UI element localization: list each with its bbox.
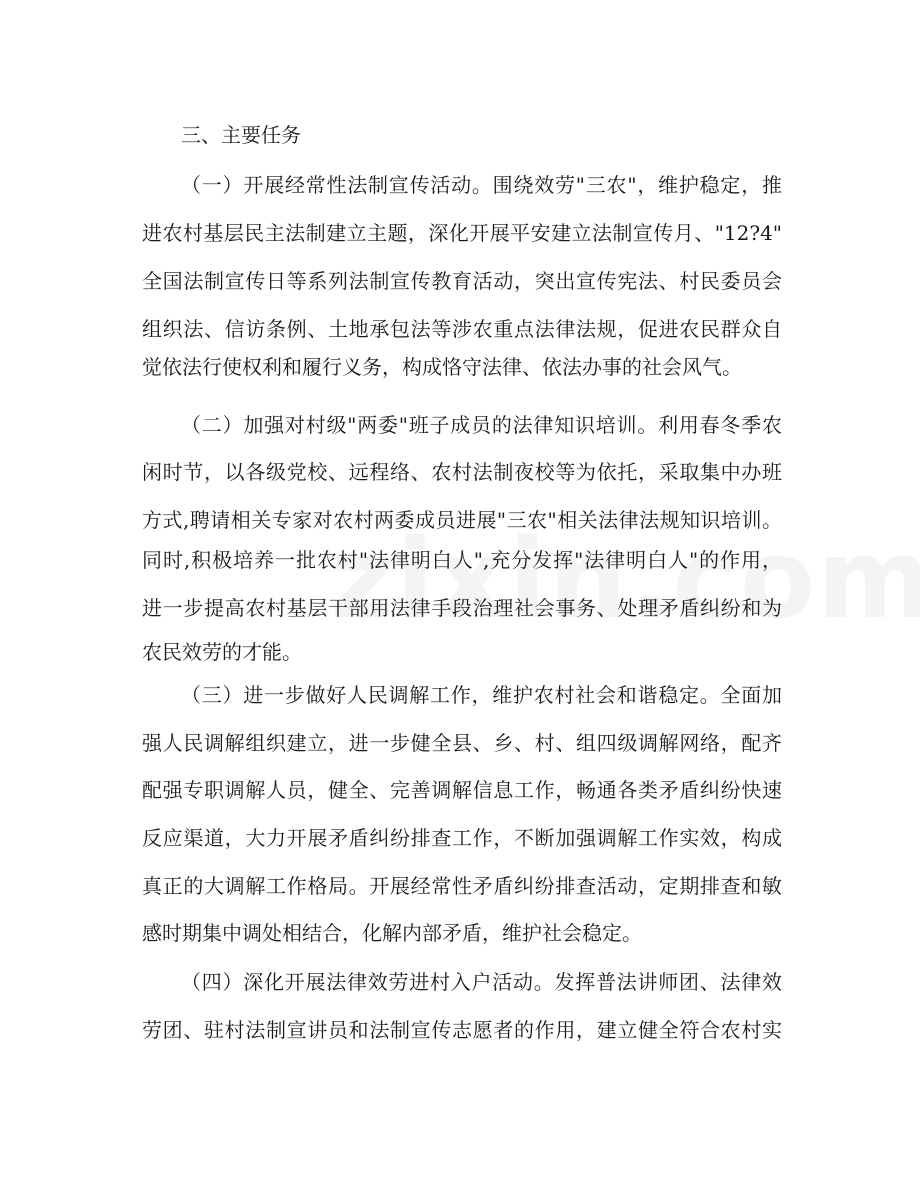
paragraph-line: 同时,积极培养一批农村"法律明白人",充分发挥"法律明白人"的作用，	[142, 548, 782, 572]
paragraph-line: 方式,聘请相关专家对农村两委成员进展"三农"相关法律法规知识培训。	[142, 508, 782, 532]
paragraph-line: 真正的大调解工作格局。开展经常性矛盾纠纷排查活动，定期排查和敏	[142, 874, 782, 898]
paragraph-line: （四）深化开展法律效劳进村入户活动。发挥普法讲师团、法律效	[181, 970, 782, 994]
paragraph-line: 觉依法行使权利和履行义务，构成恪守法律、依法办事的社会风气。	[142, 355, 742, 379]
paragraph-line: 感时期集中调处相结合，化解内部矛盾，维护社会稳定。	[142, 921, 642, 945]
paragraph-line: （一）开展经常性法制宣传活动。围绕效劳"三农"，维护稳定，推	[181, 173, 782, 197]
paragraph-line: 进农村基层民主法制建立主题，深化开展平安建立法制宣传月、"12?4"	[142, 221, 782, 245]
paragraph-line: 全国法制宣传日等系列法制宣传教育活动，突出宣传宪法、村民委员会	[142, 269, 782, 293]
watermark-text	[330, 515, 920, 643]
paragraph-line: （三）进一步做好人民调解工作，维护农村社会和谐稳定。全面加	[181, 683, 782, 707]
paragraph-line: 劳团、驻村法制宣讲员和法制宣传志愿者的作用，建立健全符合农村实	[142, 1018, 782, 1042]
paragraph-line: （二）加强对村级"两委"班子成员的法律知识培训。利用春冬季农	[181, 413, 782, 437]
paragraph-line: 农民效劳的才能。	[142, 640, 302, 664]
section-heading: 三、主要任务	[181, 123, 301, 147]
paragraph-line: 进一步提高农村基层干部用法律手段治理社会事务、处理矛盾纠纷和为	[142, 596, 782, 620]
paragraph-line: 闲时节，以各级党校、远程络、农村法制夜校等为依托，采取集中办班	[142, 460, 782, 484]
paragraph-line: 组织法、信访条例、土地承包法等涉农重点法律法规，促进农民群众自	[142, 317, 782, 341]
paragraph-line: 配强专职调解人员，健全、完善调解信息工作，畅通各类矛盾纠纷快速	[142, 778, 782, 802]
paragraph-line: 反应渠道，大力开展矛盾纠纷排查工作，不断加强调解工作实效，构成	[142, 826, 782, 850]
paragraph-line: 强人民调解组织建立，进一步健全县、乡、村、组四级调解网络，配齐	[142, 731, 782, 755]
